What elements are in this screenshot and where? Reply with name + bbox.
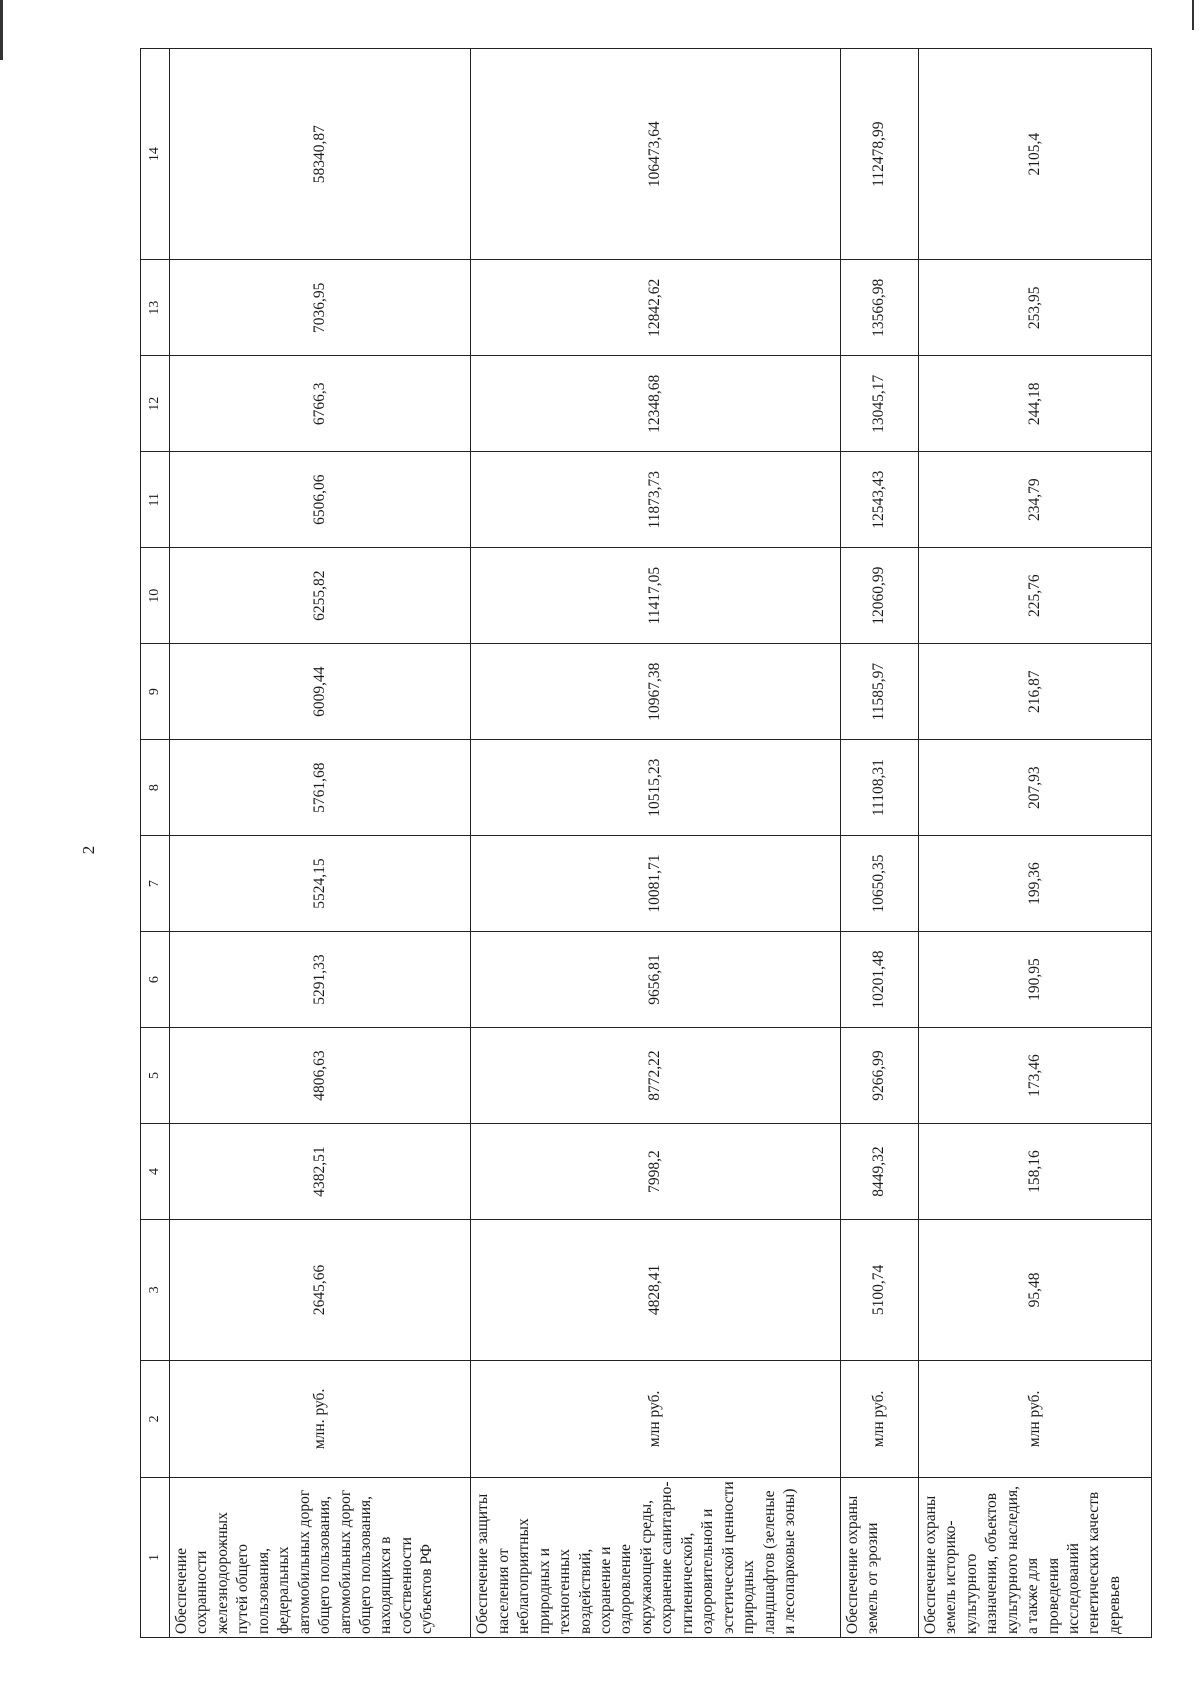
unit-cell: млн руб. [840,1360,918,1477]
column-number-row [141,49,170,1638]
value-cell: 10515,23 [471,740,841,836]
value-cell: 13045,17 [840,356,918,452]
table-body [141,49,1152,1638]
value-cell: 199,36 [918,836,1151,932]
value-cell: 5761,68 [169,740,470,836]
value-cell: 5524,15 [169,836,470,932]
value-cell: 173,46 [918,1028,1151,1124]
column-number-cell: 3 [141,1219,170,1360]
value-cell: 12842,62 [471,260,841,356]
table-row [471,49,841,1638]
value-cell: 13566,98 [840,260,918,356]
column-number-cell: 14 [141,49,170,260]
scan-mark [1192,0,1194,30]
value-cell: 190,95 [918,932,1151,1028]
row-name-cell: Обеспечение защиты населения от неблагоприятных природных и техногенных воздействий, сохранение и оздоровление окружающей среды, сохранение санитарно-гигиенической, оздоровительной и эстетической ценности природных ландшафтов (зеленые и лесопарковые зоны) [471,1478,841,1638]
value-cell: 11417,05 [471,548,841,644]
table-row [918,49,1151,1638]
value-cell: 8772,22 [471,1028,841,1124]
value-cell: 10967,38 [471,644,841,740]
column-number-cell: 4 [141,1124,170,1220]
rotated-table-wrapper [140,48,1152,1638]
value-cell: 6255,82 [169,548,470,644]
total-value-cell: 106473,64 [471,49,841,260]
value-cell: 5291,33 [169,932,470,1028]
value-cell: 12060,99 [840,548,918,644]
table-row [840,49,918,1638]
column-number-cell: 13 [141,260,170,356]
column-number-cell: 9 [141,644,170,740]
unit-cell: млн. руб. [169,1360,470,1477]
column-number-cell: 2 [141,1360,170,1477]
value-cell: 10081,71 [471,836,841,932]
value-cell: 11108,31 [840,740,918,836]
column-number-cell: 10 [141,548,170,644]
column-number-cell: 7 [141,836,170,932]
total-value-cell: 112478,99 [840,49,918,260]
value-cell: 253,95 [918,260,1151,356]
value-cell: 10201,48 [840,932,918,1028]
scan-mark [0,0,3,60]
value-cell: 95,48 [918,1219,1151,1360]
value-cell: 234,79 [918,452,1151,548]
value-cell: 7998,2 [471,1124,841,1220]
value-cell: 6506,06 [169,452,470,548]
value-cell: 9266,99 [840,1028,918,1124]
row-name-cell: Обеспечение сохранности железнодорожных путей общего пользования, федеральных автомобильных дорог общего пользования, автомобильных дорог общего пользования, находящихся в собственности субъектов РФ [169,1478,470,1638]
value-cell: 9656,81 [471,932,841,1028]
column-number-cell: 6 [141,932,170,1028]
value-cell: 2645,66 [169,1219,470,1360]
row-name-cell: Обеспечение охраны земель от эрозии [840,1478,918,1638]
value-cell: 11873,73 [471,452,841,548]
column-number-cell: 11 [141,452,170,548]
value-cell: 12348,68 [471,356,841,452]
value-cell: 244,18 [918,356,1151,452]
total-value-cell: 58340,87 [169,49,470,260]
value-cell: 7036,95 [169,260,470,356]
value-cell: 8449,32 [840,1124,918,1220]
value-cell: 12543,43 [840,452,918,548]
total-value-cell: 2105,4 [918,49,1151,260]
data-table [140,48,1152,1638]
value-cell: 6766,3 [169,356,470,452]
value-cell: 207,93 [918,740,1151,836]
table-row [169,49,470,1638]
column-number-cell: 12 [141,356,170,452]
unit-cell: млн руб. [918,1360,1151,1477]
value-cell: 4828,41 [471,1219,841,1360]
column-number-cell: 8 [141,740,170,836]
column-number-cell: 1 [141,1478,170,1638]
value-cell: 4382,51 [169,1124,470,1220]
value-cell: 10650,35 [840,836,918,932]
unit-cell: млн руб. [471,1360,841,1477]
value-cell: 11585,97 [840,644,918,740]
value-cell: 225,76 [918,548,1151,644]
value-cell: 5100,74 [840,1219,918,1360]
value-cell: 4806,63 [169,1028,470,1124]
value-cell: 6009,44 [169,644,470,740]
page-number: 2 [79,845,98,855]
value-cell: 216,87 [918,644,1151,740]
value-cell: 158,16 [918,1124,1151,1220]
column-number-cell: 5 [141,1028,170,1124]
row-name-cell: Обеспечение охраны земель историко-культурного назначения, объектов культурного наследия, а также для проведения исследований генетических качеств деревьев [918,1478,1151,1638]
